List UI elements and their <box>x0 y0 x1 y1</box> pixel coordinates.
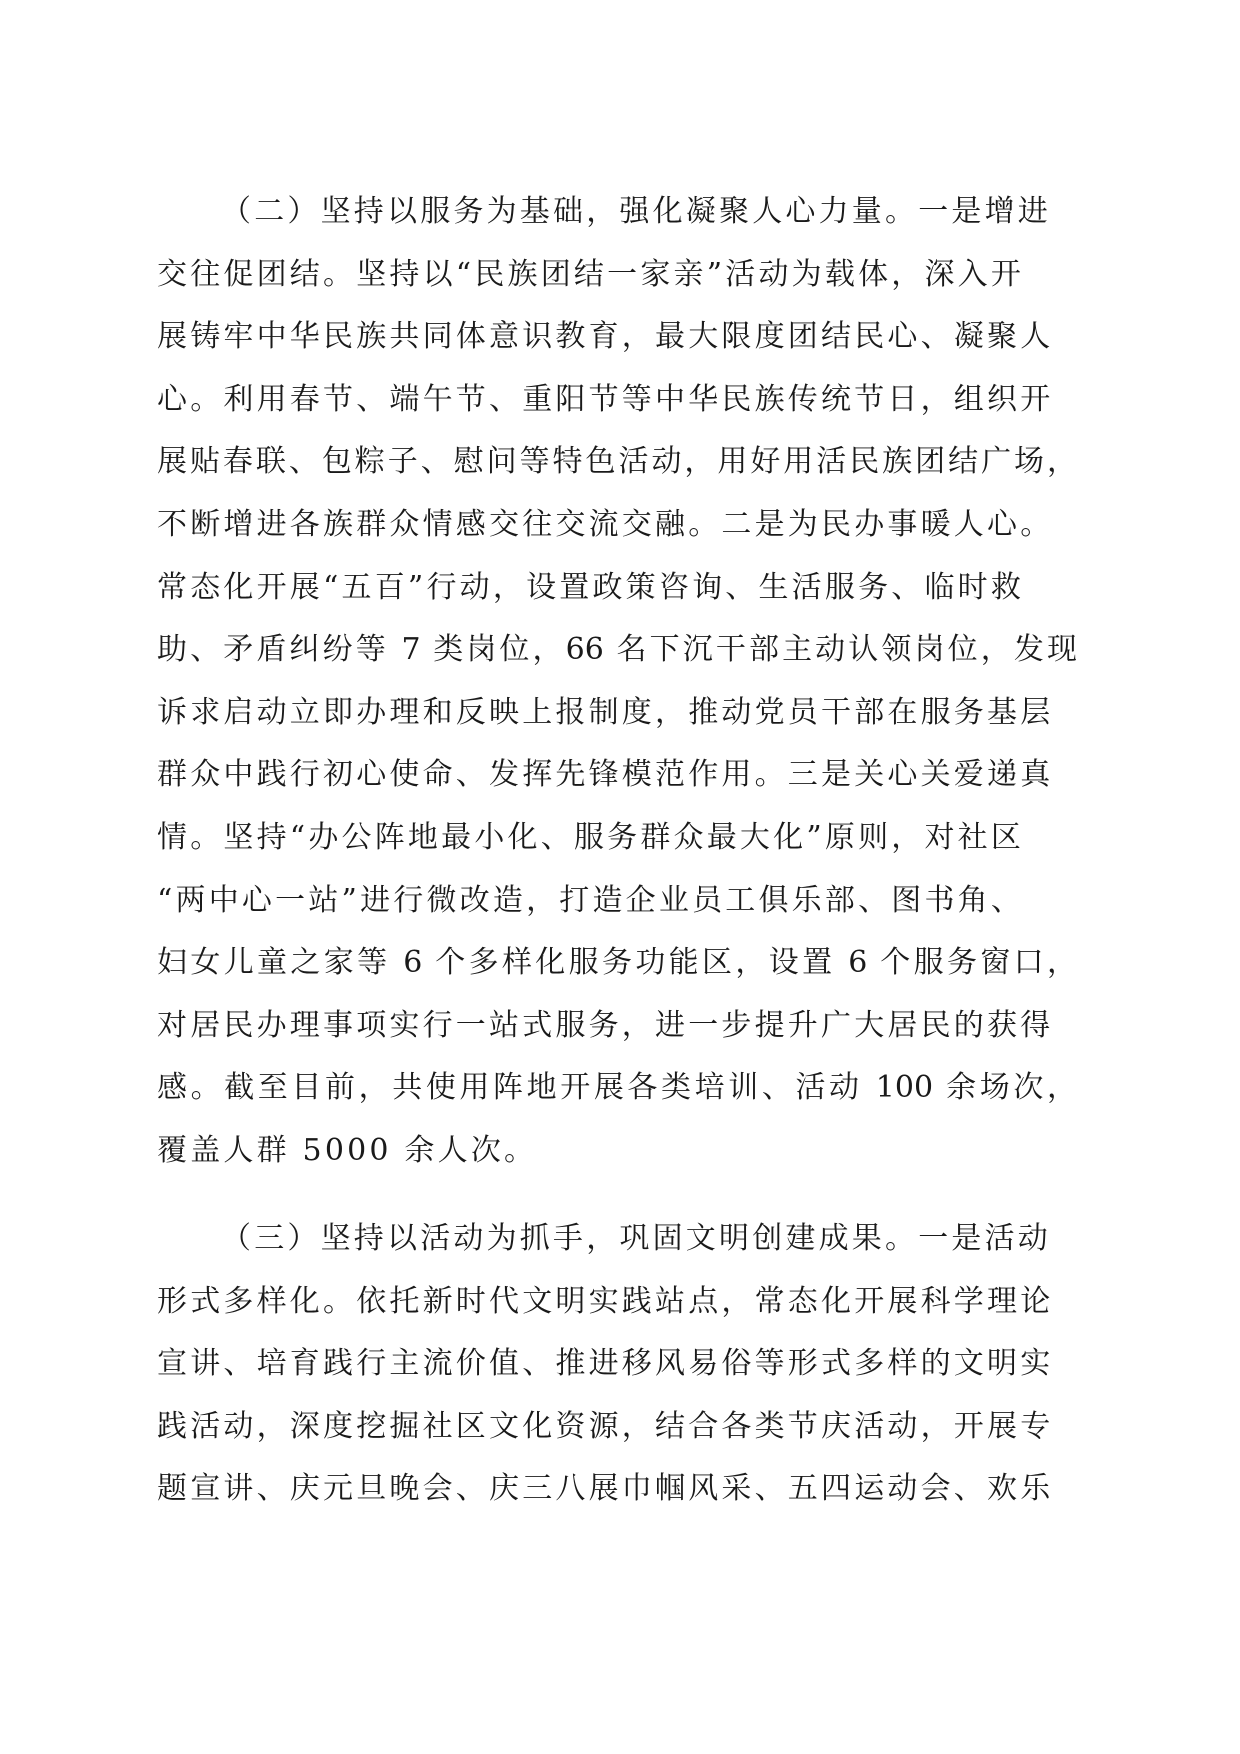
text-line: （二）坚持以服务为基础，强化凝聚人心力量。一是增进 <box>221 194 1051 229</box>
text-line: 展铸牢中华民族共同体意识教育，最大限度团结民心、凝聚人 <box>157 319 1054 355</box>
text-line: 不断增进各族群众情感交往交流交融。二是为民办事暖人心。 <box>157 506 1054 542</box>
text-line: 题宣讲、庆元旦晚会、庆三八展巾帼风采、五四运动会、欢乐 <box>157 1471 1054 1507</box>
text-line: 感。截至目前，共使用阵地开展各类培训、活动 100 余场次， <box>157 1070 1077 1106</box>
text-line: 交往促团结。坚持以“民族团结一家亲”活动为载体，深入开 <box>157 256 1025 292</box>
text-line: 助、矛盾纠纷等 7 类岗位，66 名下沉干部主动认领岗位，发现 <box>157 632 1077 668</box>
text-line: 展贴春联、包粽子、慰问等特色活动，用好用活民族团结广场， <box>157 444 1077 480</box>
text-line: 情。坚持“办公阵地最小化、服务群众最大化”原则，对社区 <box>157 819 1025 855</box>
paragraph-section-3 <box>157 1208 1077 1521</box>
text-line: 对居民办理事项实行一站式服务，进一步提升广大居民的获得 <box>157 1007 1054 1043</box>
text-line: 妇女儿童之家等 6 个多样化服务功能区，设置 6 个服务窗口， <box>157 945 1077 981</box>
text-line: 诉求启动立即办理和反映上报制度，推动党员干部在服务基层 <box>157 694 1054 730</box>
text-line: 宣讲、培育践行主流价值、推进移风易俗等形式多样的文明实 <box>157 1346 1054 1382</box>
text-line: 常态化开展“五百”行动，设置政策咨询、生活服务、临时救 <box>157 569 1025 605</box>
text-line: （三）坚持以活动为抓手，巩固文明创建成果。一是活动 <box>221 1221 1051 1256</box>
paragraph-section-2 <box>157 181 1077 1183</box>
text-line: 覆盖人群 5000 余人次。 <box>157 1132 538 1168</box>
text-line: 心。利用春节、端午节、重阳节等中华民族传统节日，组织开 <box>157 381 1054 417</box>
text-line: 形式多样化。依托新时代文明实践站点，常态化开展科学理论 <box>157 1283 1054 1319</box>
text-line: “两中心一站”进行微改造，打造企业员工俱乐部、图书角、 <box>157 882 1025 918</box>
text-line: 群众中践行初心使命、发挥先锋模范作用。三是关心关爱递真 <box>157 757 1054 793</box>
text-line: 践活动，深度挖掘社区文化资源，结合各类节庆活动，开展专 <box>157 1408 1054 1444</box>
